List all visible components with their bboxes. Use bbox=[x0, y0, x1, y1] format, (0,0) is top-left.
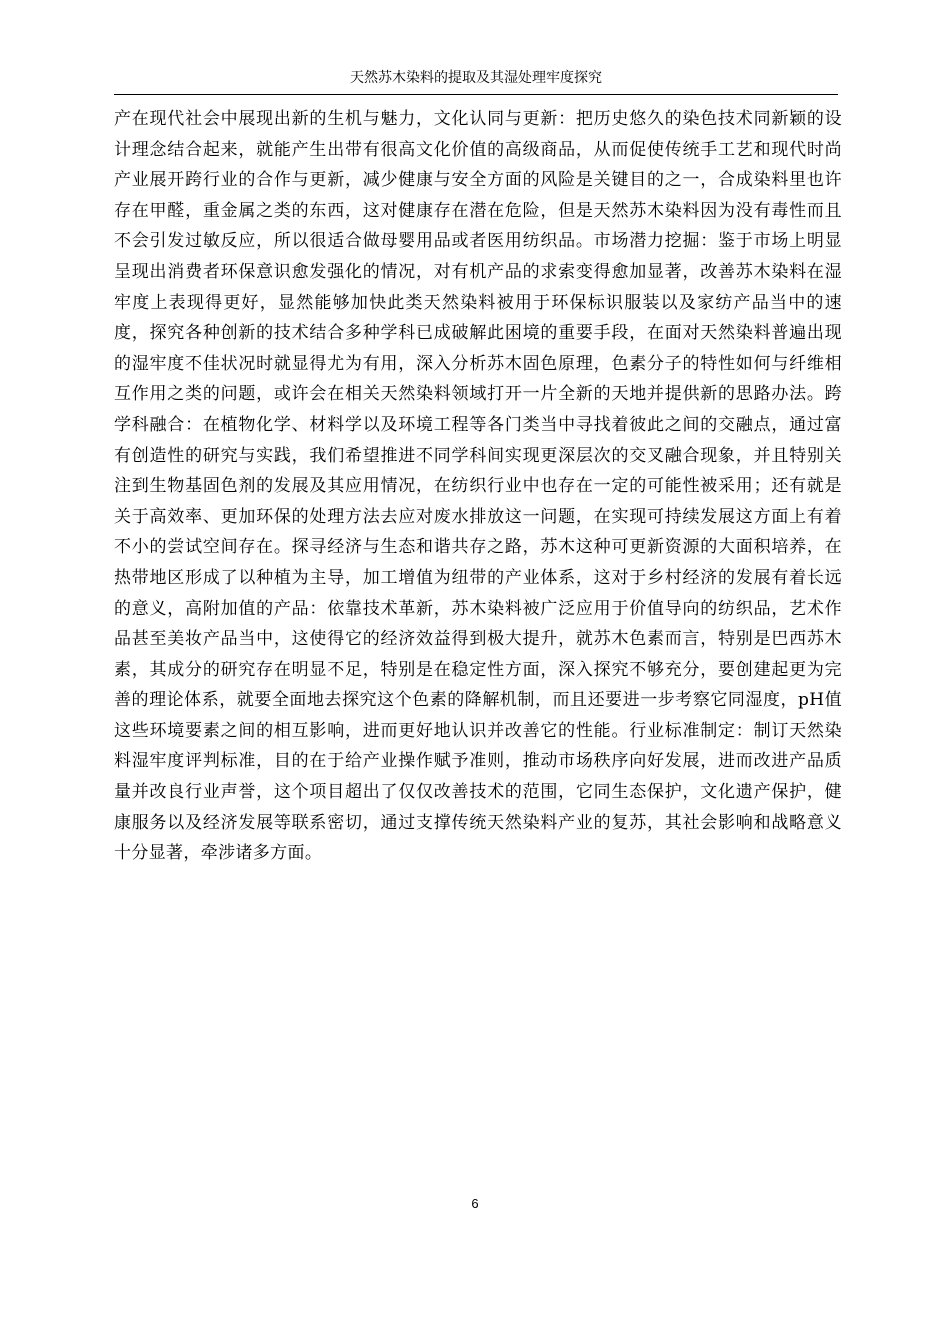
page-number: 6 bbox=[471, 1196, 479, 1211]
page-header bbox=[114, 68, 838, 95]
header-title: 天然苏木染料的提取及其湿处理牢度探究 bbox=[350, 70, 602, 86]
body-paragraph: 产在现代社会中展现出新的生机与魅力，文化认同与更新：把历史悠久的染色技术同新颖的设计理念结合起来，就能产生出带有很高文化价值的高级商品，从而促使传统手工艺和现代时尚产业展开跨行业的合作与更新，减少健康与安全方面的风险是关键目的之一，合成染料里也许存在甲醛，重金属之类的东西，这对健康存在潜在危险，但是天然苏木染料因为没有毒性而且不会引发过敏反应，所以很适合做母婴用品或者医用纺织品。市场潜力挖掘：鉴于市场上明显呈现出消费者环保意识愈发强化的情况，对有机产品的求索变得愈加显著，改善苏木染料在湿牢度上表现得更好，显然能够加快此类天然染料被用于环保标识服装以及家纺产品当中的速度，探究各种创新的技术结合多种学科已成破解此困境的重要手段，在面对天然染料普遍出现的湿牢度不佳状况时就显得尤为有用，深入分析苏木固色原理，色素分子的特性如何与纤维相互作用之类的问题，或许会在相关天然染料领域打开一片全新的天地并提供新的思路办法。跨学科融合：在植物化学、材料学以及环境工程等各门类当中寻找着彼此之间的交融点，通过富有创造性的研究与实践，我们希望推进不同学科间实现更深层次的交叉融合现象，并且特别关注到生物基固色剂的发展及其应用情况，在纺织行业中也存在一定的可能性被采用；还有就是关于高效率、更加环保的处理方法去应对废水排放这一问题，在实现可持续发展这方面上有着不小的尝试空间存在。探寻经济与生态和谐共存之路，苏木这种可更新资源的大面积培养，在热带地区形成了以种植为主导，加工增值为纽带的产业体系，这对于乡村经济的发展有着长远的意义，高附加值的产品：依靠技术革新，苏木染料被广泛应用于价值导向的纺织品，艺术作品甚至美妆产品当中，这使得它的经济效益得到极大提升，就苏木色素而言，特别是巴西苏木素，其成分的研究存在明显不足，特别是在稳定性方面，深入探究不够充分，要创建起更为完善的理论体系，就要全面地去探究这个色素的降解机制，而且还要进一步考察它同湿度，pH值这些环境要素之间的相互影响，进而更好地认识并改善它的性能。行业标准制定：制订天然染料湿牢度评判标准，目的在于给产业操作赋予准则，推动市场秩序向好发展，进而改进产品质量并改良行业声誉，这个项目超出了仅仅改善技术的范围，它同生态保护，文化遗产保护，健康服务以及经济发展等联系密切，通过支撑传统天然染料产业的复苏，其社会影响和战略意义十分显著，牵涉诸多方面。 bbox=[114, 109, 842, 864]
